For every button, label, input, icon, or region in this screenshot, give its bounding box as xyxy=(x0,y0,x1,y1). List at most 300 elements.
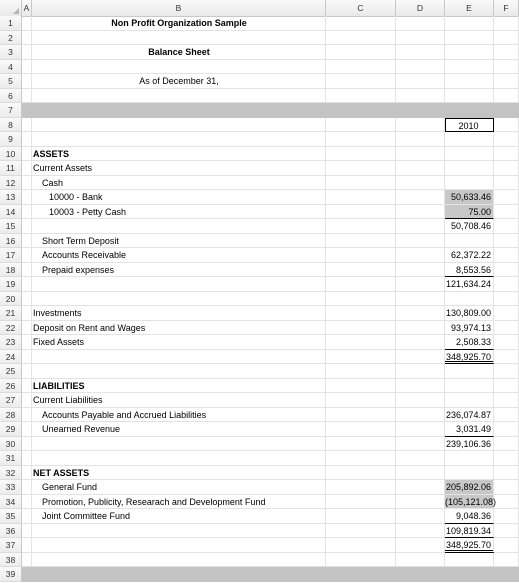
row-header[interactable]: 27 xyxy=(0,393,22,408)
row-header[interactable]: 23 xyxy=(0,335,22,350)
sheet-row xyxy=(0,538,519,553)
cell-a[interactable] xyxy=(22,335,32,350)
cell-b[interactable]: General Fund xyxy=(32,480,326,495)
cell-b[interactable]: Deposit on Rent and Wages xyxy=(32,321,326,336)
row-header[interactable]: 11 xyxy=(0,161,22,176)
cell-a[interactable] xyxy=(22,161,32,176)
cell-f[interactable] xyxy=(494,277,519,292)
cell-b[interactable] xyxy=(32,364,326,379)
cell-e[interactable]: 348,925.70 xyxy=(445,538,494,553)
row-header[interactable]: 3 xyxy=(0,45,22,60)
cell-f[interactable] xyxy=(494,234,519,249)
cell-d[interactable] xyxy=(396,379,445,394)
cell-c[interactable] xyxy=(326,393,396,408)
cell-c[interactable] xyxy=(326,219,396,234)
cell-a[interactable] xyxy=(22,263,32,278)
cell-c[interactable] xyxy=(326,495,396,510)
cell-d[interactable] xyxy=(396,524,445,539)
cell-c[interactable] xyxy=(326,538,396,553)
cell-e[interactable] xyxy=(445,292,494,307)
cell-e[interactable]: 93,974.13 xyxy=(445,321,494,336)
cell-c[interactable] xyxy=(326,132,396,147)
cell-f[interactable] xyxy=(494,45,519,60)
cell-a[interactable] xyxy=(22,219,32,234)
cell-e[interactable] xyxy=(445,567,494,582)
cell-d[interactable] xyxy=(396,364,445,379)
cell-d[interactable] xyxy=(396,45,445,60)
cell-f[interactable] xyxy=(494,31,519,46)
cell-a[interactable] xyxy=(22,306,32,321)
cell-b[interactable]: Prepaid expenses xyxy=(32,263,326,278)
cell-e[interactable] xyxy=(445,161,494,176)
row-header[interactable]: 21 xyxy=(0,306,22,321)
sheet-row xyxy=(0,466,519,481)
cell-e[interactable] xyxy=(445,466,494,481)
cell-b[interactable] xyxy=(32,219,326,234)
cell-e[interactable]: 50,633.46 xyxy=(445,190,494,205)
row-header[interactable]: 30 xyxy=(0,437,22,452)
row-header[interactable]: 12 xyxy=(0,176,22,191)
cell-e[interactable]: 50,708.46 xyxy=(445,219,494,234)
row-header[interactable]: 18 xyxy=(0,263,22,278)
cell-a[interactable] xyxy=(22,89,32,104)
cell-d[interactable] xyxy=(396,132,445,147)
cell-f[interactable] xyxy=(494,553,519,568)
row-header[interactable]: 7 xyxy=(0,103,22,118)
row-header[interactable]: 20 xyxy=(0,292,22,307)
cell-b[interactable] xyxy=(32,538,326,553)
cell-b[interactable]: Promotion, Publicity, Researach and Development Fund xyxy=(32,495,326,510)
cell-a[interactable] xyxy=(22,60,32,75)
column-header-d[interactable]: D xyxy=(396,0,445,16)
cell-c[interactable] xyxy=(326,350,396,365)
row-header[interactable]: 19 xyxy=(0,277,22,292)
cell-f[interactable] xyxy=(494,161,519,176)
cell-c[interactable] xyxy=(326,524,396,539)
cell-f[interactable] xyxy=(494,480,519,495)
cell-e[interactable] xyxy=(445,379,494,394)
cell-a[interactable] xyxy=(22,176,32,191)
cell-c[interactable] xyxy=(326,466,396,481)
cell-e[interactable]: 9,048.36 xyxy=(445,509,494,524)
cell-e[interactable]: 2010 xyxy=(445,118,494,133)
cell-f[interactable] xyxy=(494,451,519,466)
cell-a[interactable] xyxy=(22,422,32,437)
cell-b[interactable] xyxy=(32,118,326,133)
sheet-row xyxy=(0,321,519,336)
cell-d[interactable] xyxy=(396,495,445,510)
cell-b[interactable] xyxy=(32,524,326,539)
cell-e[interactable]: 121,634.24 xyxy=(445,277,494,292)
cell-b[interactable] xyxy=(32,132,326,147)
cell-c[interactable] xyxy=(326,277,396,292)
cell-f[interactable] xyxy=(494,408,519,423)
cell-c[interactable] xyxy=(326,147,396,162)
cell-a[interactable] xyxy=(22,321,32,336)
cell-d[interactable] xyxy=(396,292,445,307)
row-header[interactable]: 24 xyxy=(0,350,22,365)
cell-b[interactable]: ASSETS xyxy=(32,147,326,162)
cell-f[interactable] xyxy=(494,190,519,205)
row-header[interactable]: 5 xyxy=(0,74,22,89)
cell-c[interactable] xyxy=(326,321,396,336)
cell-a[interactable] xyxy=(22,379,32,394)
row-header[interactable]: 37 xyxy=(0,538,22,553)
column-header-e[interactable]: E xyxy=(445,0,494,16)
cell-e[interactable] xyxy=(445,451,494,466)
cell-b[interactable]: Current Liabilities xyxy=(32,393,326,408)
cell-c[interactable] xyxy=(326,31,396,46)
cell-f[interactable] xyxy=(494,335,519,350)
sheet-row xyxy=(0,364,519,379)
cell-c[interactable] xyxy=(326,176,396,191)
cell-c[interactable] xyxy=(326,103,396,118)
row-header[interactable]: 13 xyxy=(0,190,22,205)
cell-c[interactable] xyxy=(326,335,396,350)
cell-b[interactable] xyxy=(32,553,326,568)
sheet-row xyxy=(0,495,519,510)
cell-a[interactable] xyxy=(22,16,32,31)
cell-d[interactable] xyxy=(396,60,445,75)
sheet-row xyxy=(0,205,519,220)
cell-b[interactable]: NET ASSETS xyxy=(32,466,326,481)
cell-f[interactable] xyxy=(494,524,519,539)
cell-e[interactable] xyxy=(445,393,494,408)
cell-c[interactable] xyxy=(326,60,396,75)
cell-c[interactable] xyxy=(326,118,396,133)
cell-a[interactable] xyxy=(22,350,32,365)
cell-a[interactable] xyxy=(22,118,32,133)
cell-b[interactable] xyxy=(32,60,326,75)
cell-a[interactable] xyxy=(22,509,32,524)
cell-a[interactable] xyxy=(22,451,32,466)
sheet-rows xyxy=(0,16,519,582)
cell-b[interactable] xyxy=(32,31,326,46)
cell-b[interactable] xyxy=(32,89,326,104)
cell-c[interactable] xyxy=(326,89,396,104)
cell-d[interactable] xyxy=(396,408,445,423)
cell-d[interactable] xyxy=(396,74,445,89)
cell-d[interactable] xyxy=(396,466,445,481)
cell-b[interactable] xyxy=(32,103,326,118)
cell-e[interactable] xyxy=(445,553,494,568)
row-header[interactable]: 8 xyxy=(0,118,22,133)
cell-b[interactable] xyxy=(32,437,326,452)
cell-c[interactable] xyxy=(326,16,396,31)
cell-b[interactable]: Joint Committee Fund xyxy=(32,509,326,524)
row-header[interactable]: 26 xyxy=(0,379,22,394)
cell-d[interactable] xyxy=(396,263,445,278)
cell-f[interactable] xyxy=(494,103,519,118)
cell-d[interactable] xyxy=(396,335,445,350)
cell-c[interactable] xyxy=(326,451,396,466)
cell-b[interactable] xyxy=(32,350,326,365)
cell-b[interactable] xyxy=(32,292,326,307)
cell-c[interactable] xyxy=(326,408,396,423)
cell-c[interactable] xyxy=(326,480,396,495)
cell-e[interactable]: 348,925.70 xyxy=(445,350,494,365)
cell-f[interactable] xyxy=(494,132,519,147)
row-header[interactable]: 15 xyxy=(0,219,22,234)
cell-f[interactable] xyxy=(494,466,519,481)
cell-a[interactable] xyxy=(22,292,32,307)
cell-f[interactable] xyxy=(494,321,519,336)
cell-d[interactable] xyxy=(396,147,445,162)
row-header[interactable]: 25 xyxy=(0,364,22,379)
cell-f[interactable] xyxy=(494,495,519,510)
cell-a[interactable] xyxy=(22,393,32,408)
cell-a[interactable] xyxy=(22,234,32,249)
row-header[interactable]: 29 xyxy=(0,422,22,437)
cell-b[interactable] xyxy=(32,567,326,582)
row-header[interactable]: 1 xyxy=(0,16,22,31)
cell-c[interactable] xyxy=(326,567,396,582)
cell-d[interactable] xyxy=(396,538,445,553)
cell-e[interactable]: 62,372.22 xyxy=(445,248,494,263)
cell-a[interactable] xyxy=(22,248,32,263)
select-all-corner[interactable] xyxy=(0,0,22,16)
cell-c[interactable] xyxy=(326,292,396,307)
cell-d[interactable] xyxy=(396,234,445,249)
cell-f[interactable] xyxy=(494,509,519,524)
row-header[interactable]: 39 xyxy=(0,567,22,582)
cell-f[interactable] xyxy=(494,364,519,379)
column-header-b[interactable]: B xyxy=(32,0,326,16)
cell-e[interactable]: 130,809.00 xyxy=(445,306,494,321)
row-header[interactable]: 34 xyxy=(0,495,22,510)
cell-a[interactable] xyxy=(22,553,32,568)
cell-d[interactable] xyxy=(396,161,445,176)
sheet-row xyxy=(0,509,519,524)
cell-e[interactable]: 236,074.87 xyxy=(445,408,494,423)
cell-e[interactable] xyxy=(445,45,494,60)
column-header-bar xyxy=(0,0,519,17)
sheet-row xyxy=(0,190,519,205)
row-header[interactable]: 16 xyxy=(0,234,22,249)
cell-e[interactable] xyxy=(445,31,494,46)
cell-e[interactable]: (105,121.08) xyxy=(445,495,494,510)
cell-e[interactable] xyxy=(445,234,494,249)
cell-d[interactable] xyxy=(396,350,445,365)
cell-e[interactable] xyxy=(445,364,494,379)
cell-c[interactable] xyxy=(326,364,396,379)
cell-a[interactable] xyxy=(22,567,32,582)
row-header[interactable]: 38 xyxy=(0,553,22,568)
cell-f[interactable] xyxy=(494,379,519,394)
cell-e[interactable]: 2,508.33 xyxy=(445,335,494,350)
cell-a[interactable] xyxy=(22,132,32,147)
cell-f[interactable] xyxy=(494,538,519,553)
cell-f[interactable] xyxy=(494,60,519,75)
cell-f[interactable] xyxy=(494,118,519,133)
cell-b[interactable]: LIABILITIES xyxy=(32,379,326,394)
cell-d[interactable] xyxy=(396,103,445,118)
cell-e[interactable] xyxy=(445,132,494,147)
cell-b[interactable]: Accounts Receivable xyxy=(32,248,326,263)
cell-a[interactable] xyxy=(22,277,32,292)
cell-d[interactable] xyxy=(396,190,445,205)
cell-f[interactable] xyxy=(494,292,519,307)
cell-b[interactable]: Balance Sheet xyxy=(32,45,326,60)
cell-b[interactable]: 10003 - Petty Cash xyxy=(32,205,326,220)
sheet-row xyxy=(0,408,519,423)
cell-b[interactable]: Unearned Revenue xyxy=(32,422,326,437)
cell-b[interactable]: 10000 - Bank xyxy=(32,190,326,205)
cell-a[interactable] xyxy=(22,538,32,553)
cell-b[interactable]: Current Assets xyxy=(32,161,326,176)
sheet-row xyxy=(0,31,519,46)
column-header-c[interactable]: C xyxy=(326,0,396,16)
cell-c[interactable] xyxy=(326,263,396,278)
cell-c[interactable] xyxy=(326,205,396,220)
cell-d[interactable] xyxy=(396,437,445,452)
cell-c[interactable] xyxy=(326,437,396,452)
cell-b[interactable]: Short Term Deposit xyxy=(32,234,326,249)
cell-e[interactable] xyxy=(445,103,494,118)
row-header[interactable]: 35 xyxy=(0,509,22,524)
cell-a[interactable] xyxy=(22,147,32,162)
cell-f[interactable] xyxy=(494,16,519,31)
cell-f[interactable] xyxy=(494,74,519,89)
sheet-row xyxy=(0,16,519,31)
cell-e[interactable] xyxy=(445,16,494,31)
cell-f[interactable] xyxy=(494,567,519,582)
cell-b[interactable]: Fixed Assets xyxy=(32,335,326,350)
cell-d[interactable] xyxy=(396,248,445,263)
cell-d[interactable] xyxy=(396,205,445,220)
cell-f[interactable] xyxy=(494,147,519,162)
cell-f[interactable] xyxy=(494,89,519,104)
column-header-a[interactable]: A xyxy=(22,0,32,16)
cell-e[interactable]: 3,031.49 xyxy=(445,422,494,437)
cell-c[interactable] xyxy=(326,234,396,249)
row-header[interactable]: 31 xyxy=(0,451,22,466)
cell-a[interactable] xyxy=(22,205,32,220)
cell-a[interactable] xyxy=(22,437,32,452)
cell-f[interactable] xyxy=(494,176,519,191)
sheet-row xyxy=(0,263,519,278)
cell-e[interactable] xyxy=(445,89,494,104)
cell-f[interactable] xyxy=(494,219,519,234)
row-header[interactable]: 28 xyxy=(0,408,22,423)
cell-a[interactable] xyxy=(22,31,32,46)
cell-d[interactable] xyxy=(396,118,445,133)
cell-e[interactable]: 75.00 xyxy=(445,205,494,220)
cell-d[interactable] xyxy=(396,321,445,336)
cell-c[interactable] xyxy=(326,161,396,176)
cell-c[interactable] xyxy=(326,509,396,524)
cell-c[interactable] xyxy=(326,379,396,394)
cell-f[interactable] xyxy=(494,350,519,365)
cell-a[interactable] xyxy=(22,480,32,495)
cell-e[interactable] xyxy=(445,74,494,89)
cell-e[interactable]: 239,106.36 xyxy=(445,437,494,452)
sheet-row xyxy=(0,118,519,133)
cell-d[interactable] xyxy=(396,451,445,466)
cell-b[interactable]: Non Profit Organization Sample xyxy=(32,16,326,31)
cell-c[interactable] xyxy=(326,248,396,263)
cell-c[interactable] xyxy=(326,74,396,89)
cell-a[interactable] xyxy=(22,364,32,379)
column-header-f[interactable]: F xyxy=(494,0,519,16)
row-header[interactable]: 22 xyxy=(0,321,22,336)
cell-d[interactable] xyxy=(396,553,445,568)
row-header[interactable]: 10 xyxy=(0,147,22,162)
cell-e[interactable]: 109,819.34 xyxy=(445,524,494,539)
row-header[interactable]: 4 xyxy=(0,60,22,75)
cell-f[interactable] xyxy=(494,306,519,321)
sheet-row xyxy=(0,248,519,263)
sheet-row xyxy=(0,234,519,249)
cell-b[interactable]: As of December 31, xyxy=(32,74,326,89)
cell-f[interactable] xyxy=(494,205,519,220)
row-header[interactable]: 33 xyxy=(0,480,22,495)
cell-d[interactable] xyxy=(396,480,445,495)
cell-a[interactable] xyxy=(22,524,32,539)
cell-e[interactable] xyxy=(445,176,494,191)
sheet-row xyxy=(0,74,519,89)
row-header[interactable]: 36 xyxy=(0,524,22,539)
cell-f[interactable] xyxy=(494,393,519,408)
cell-f[interactable] xyxy=(494,263,519,278)
cell-d[interactable] xyxy=(396,176,445,191)
cell-a[interactable] xyxy=(22,408,32,423)
cell-a[interactable] xyxy=(22,466,32,481)
row-header[interactable]: 14 xyxy=(0,205,22,220)
row-header[interactable]: 17 xyxy=(0,248,22,263)
row-header[interactable]: 32 xyxy=(0,466,22,481)
cell-d[interactable] xyxy=(396,567,445,582)
cell-d[interactable] xyxy=(396,16,445,31)
cell-d[interactable] xyxy=(396,422,445,437)
row-header[interactable]: 2 xyxy=(0,31,22,46)
cell-b[interactable] xyxy=(32,277,326,292)
cell-e[interactable] xyxy=(445,147,494,162)
cell-a[interactable] xyxy=(22,190,32,205)
cell-d[interactable] xyxy=(396,306,445,321)
cell-d[interactable] xyxy=(396,393,445,408)
cell-e[interactable]: 8,553.56 xyxy=(445,263,494,278)
cell-e[interactable] xyxy=(445,60,494,75)
cell-b[interactable] xyxy=(32,451,326,466)
row-header[interactable]: 9 xyxy=(0,132,22,147)
cell-c[interactable] xyxy=(326,190,396,205)
cell-f[interactable] xyxy=(494,248,519,263)
row-header[interactable]: 6 xyxy=(0,89,22,104)
sheet-row xyxy=(0,437,519,452)
cell-c[interactable] xyxy=(326,306,396,321)
cell-d[interactable] xyxy=(396,509,445,524)
cell-c[interactable] xyxy=(326,422,396,437)
cell-c[interactable] xyxy=(326,45,396,60)
cell-c[interactable] xyxy=(326,553,396,568)
cell-a[interactable] xyxy=(22,45,32,60)
cell-d[interactable] xyxy=(396,31,445,46)
cell-a[interactable] xyxy=(22,495,32,510)
cell-a[interactable] xyxy=(22,103,32,118)
cell-f[interactable] xyxy=(494,437,519,452)
cell-f[interactable] xyxy=(494,422,519,437)
cell-a[interactable] xyxy=(22,74,32,89)
cell-e[interactable]: 205,892.06 xyxy=(445,480,494,495)
cell-d[interactable] xyxy=(396,219,445,234)
sheet-row xyxy=(0,567,519,582)
cell-b[interactable]: Accounts Payable and Accrued Liabilities xyxy=(32,408,326,423)
cell-d[interactable] xyxy=(396,89,445,104)
cell-b[interactable]: Investments xyxy=(32,306,326,321)
cell-b[interactable]: Cash xyxy=(32,176,326,191)
cell-d[interactable] xyxy=(396,277,445,292)
